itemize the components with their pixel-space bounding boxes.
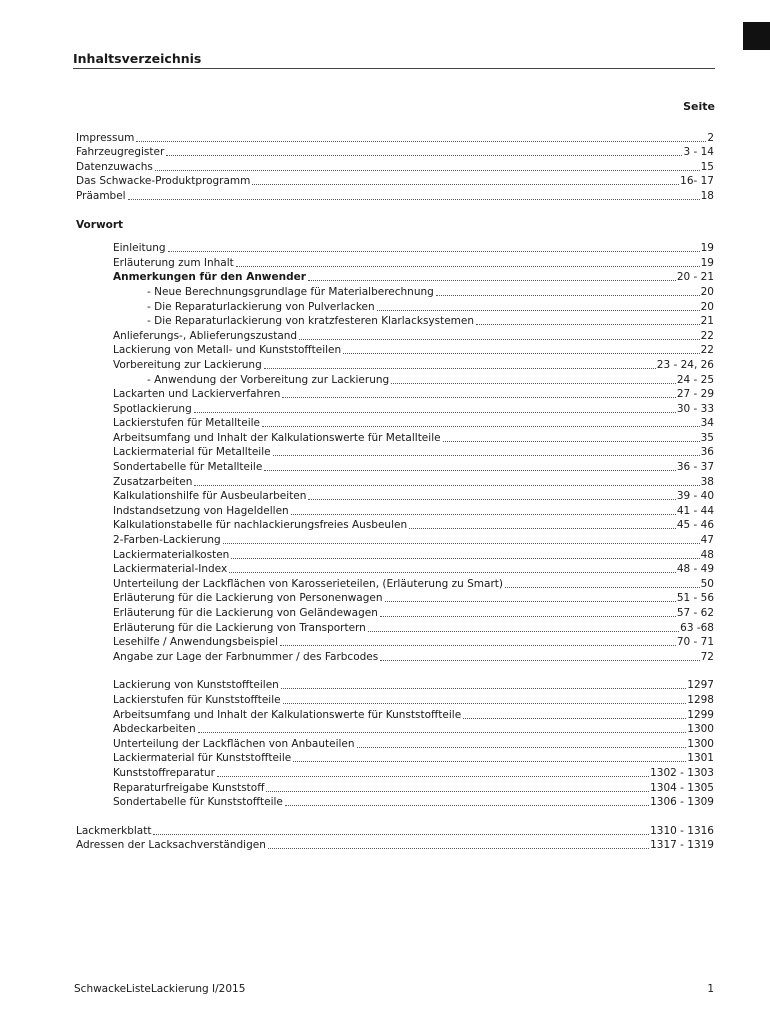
dot-leader xyxy=(155,169,700,171)
toc-entry[interactable] xyxy=(0,144,714,159)
toc-entry-page: 36 - 37 xyxy=(676,461,714,474)
toc-entry-label: Kunststoffreparatur xyxy=(113,766,215,779)
toc-entry[interactable] xyxy=(0,546,714,561)
dot-leader xyxy=(273,454,700,456)
toc-entry-page: 47 xyxy=(700,534,714,547)
dot-leader xyxy=(293,760,686,762)
toc-entry-page: 20 - 21 xyxy=(676,271,714,284)
toc-entry-label: Lackiermaterial für Metallteile xyxy=(113,446,271,459)
toc-entry-label: Fahrzeugregister xyxy=(76,146,165,159)
toc-entry[interactable] xyxy=(0,721,714,736)
dot-leader xyxy=(128,198,700,200)
dot-leader xyxy=(380,659,699,661)
toc-entry[interactable] xyxy=(0,691,714,706)
dot-leader xyxy=(136,140,706,142)
toc-entry[interactable] xyxy=(0,517,714,532)
toc-entry-label: - Anwendung der Vorbereitung zur Lackierung xyxy=(147,373,390,386)
toc-entry[interactable] xyxy=(0,429,714,444)
toc-entry-page: 1304 - 1305 xyxy=(650,781,714,794)
dot-leader xyxy=(368,630,679,632)
toc-entry-page: 2 xyxy=(707,131,714,144)
toc-entry-page: 22 xyxy=(700,329,714,342)
toc-entry-page: 1301 xyxy=(687,752,714,765)
toc-entry-label: Erläuterung für die Lackierung von Personenwagen xyxy=(113,592,383,605)
dot-leader xyxy=(168,250,700,252)
dot-leader xyxy=(194,484,699,486)
toc-entry[interactable] xyxy=(0,473,714,488)
toc-entry[interactable] xyxy=(0,458,714,473)
toc-entry-label: Sondertabelle für Metallteile xyxy=(113,461,263,474)
toc-entry-page: 3 - 14 xyxy=(683,146,714,159)
toc-entry[interactable] xyxy=(0,779,714,794)
toc-entry-page: 1297 xyxy=(687,679,714,692)
toc-entry[interactable] xyxy=(0,400,714,415)
toc-entry-page: 27 - 29 xyxy=(676,388,714,401)
dot-leader xyxy=(166,154,682,156)
toc-entry-label: Lackierung von Kunststoffteilen xyxy=(113,679,279,692)
dot-leader xyxy=(283,702,687,704)
toc-entry-label: Präambel xyxy=(76,189,126,202)
toc-entry-label: Anmerkungen für den Anwender xyxy=(113,271,306,284)
toc-entry-page: 45 - 46 xyxy=(676,519,714,532)
toc-entry-label: Lackiermaterial-Index xyxy=(113,563,228,576)
toc-entry-label: 2-Farben-Lackierung xyxy=(113,534,221,547)
toc-entry-page: 1298 xyxy=(687,693,714,706)
toc-entry-label: Lackmerkblatt xyxy=(76,824,152,837)
footer-page-number: 1 xyxy=(707,983,714,995)
toc-entry[interactable] xyxy=(0,794,714,809)
dot-leader xyxy=(285,804,649,806)
toc-entry[interactable] xyxy=(0,590,714,605)
toc-entry-page: 24 - 25 xyxy=(676,373,714,386)
toc-entry[interactable] xyxy=(0,837,714,852)
toc-entry-label: - Die Reparaturlackierung von kratzfesteren Klarlacksystemen xyxy=(147,315,475,328)
toc-entry-page: 22 xyxy=(700,344,714,357)
toc-entry[interactable] xyxy=(0,750,714,765)
dot-leader xyxy=(443,440,700,442)
toc-entry-label: Spotlackierung xyxy=(113,402,192,415)
toc-entry-page: 50 xyxy=(700,577,714,590)
toc-entry[interactable] xyxy=(0,173,714,188)
toc-entry-page: 39 - 40 xyxy=(676,490,714,503)
dot-leader xyxy=(308,279,676,281)
toc-entry-label: Lackarten und Lackierverfahren xyxy=(113,388,281,401)
toc-entry-label: Datenzuwachs xyxy=(76,160,153,173)
toc-entry-label: Lackiermaterialkosten xyxy=(113,548,230,561)
toc-entry-page: 20 xyxy=(700,300,714,313)
toc-entry[interactable] xyxy=(0,283,714,298)
dot-leader xyxy=(476,323,700,325)
toc-entry[interactable] xyxy=(0,158,714,173)
toc-entry-label: Impressum xyxy=(76,131,135,144)
dot-leader xyxy=(264,367,656,369)
toc-entry-page: 70 - 71 xyxy=(676,636,714,649)
dot-leader xyxy=(380,615,676,617)
toc-entry[interactable] xyxy=(0,531,714,546)
toc-entry-label: Indstandsetzung von Hageldellen xyxy=(113,504,289,517)
dot-leader xyxy=(391,382,676,384)
toc-entry-page: 1317 - 1319 xyxy=(650,839,714,852)
toc-entry[interactable] xyxy=(0,488,714,503)
toc-entry-label: Einleitung xyxy=(113,242,166,255)
dot-leader xyxy=(308,498,675,500)
toc-entry-page: 1310 - 1316 xyxy=(650,824,714,837)
toc-entry-page: 21 xyxy=(700,315,714,328)
dot-leader xyxy=(505,586,700,588)
dot-leader xyxy=(217,775,649,777)
toc-entry[interactable] xyxy=(0,604,714,619)
section-heading-vorwort: Vorwort xyxy=(76,218,124,231)
dot-leader xyxy=(223,542,700,544)
toc-entry[interactable] xyxy=(0,677,714,692)
toc-entry-label: Unterteilung der Lackflächen von Karosserieteilen, (Erläuterung zu Smart) xyxy=(113,577,503,590)
dot-leader xyxy=(299,338,700,340)
table-of-contents xyxy=(0,129,770,851)
toc-entry-label: - Die Reparaturlackierung von Pulverlacken xyxy=(147,300,375,313)
toc-entry-label: Das Schwacke-Produktprogramm xyxy=(76,175,251,188)
toc-entry-page: 18 xyxy=(700,189,714,202)
dot-leader xyxy=(194,411,676,413)
toc-entry-label: Adressen der Lacksachverständigen xyxy=(76,839,266,852)
toc-entry-label: Erläuterung für die Lackierung von Geländewagen xyxy=(113,607,378,619)
toc-entry[interactable] xyxy=(0,575,714,590)
toc-entry-label: Erläuterung zum Inhalt xyxy=(113,256,234,269)
toc-entry-label: Lackierung von Metall- und Kunststoffteilen xyxy=(113,344,342,357)
toc-entry-page: 63 -68 xyxy=(680,621,714,634)
toc-entry[interactable] xyxy=(0,706,714,721)
toc-entry-label: Abdeckarbeiten xyxy=(113,723,196,736)
toc-entry-page: 48 xyxy=(700,548,714,561)
toc-entry-page: 1299 xyxy=(687,708,714,721)
toc-entry-page: 41 - 44 xyxy=(676,504,714,517)
toc-entry[interactable] xyxy=(0,764,714,779)
dot-leader xyxy=(236,265,700,267)
toc-entry[interactable] xyxy=(0,371,714,386)
toc-entry-label: Reparaturfreigabe Kunststoff xyxy=(113,781,265,794)
toc-entry-label: Unterteilung der Lackflächen von Anbauteilen xyxy=(113,737,355,750)
toc-entry[interactable] xyxy=(0,269,714,284)
toc-entry-page: 38 xyxy=(700,475,714,488)
toc-entry-page: 1300 xyxy=(687,737,714,750)
dot-leader xyxy=(436,294,700,296)
toc-entry-label: Anlieferungs-, Ablieferungszustand xyxy=(113,329,298,342)
toc-entry-page: 1306 - 1309 xyxy=(650,796,714,809)
toc-entry-label: - Neue Berechnungsgrundlage für Materialberechnung xyxy=(147,285,434,298)
toc-entry-label: Angabe zur Lage der Farbnummer / des Farbcodes xyxy=(113,650,379,663)
toc-entry-label: Kalkulationstabelle für nachlackierungsfreies Ausbeulen xyxy=(113,519,408,532)
toc-entry-page: 20 xyxy=(700,285,714,298)
toc-entry[interactable] xyxy=(0,444,714,459)
dot-leader xyxy=(385,600,676,602)
toc-entry-page: 72 xyxy=(700,650,714,663)
dot-leader xyxy=(229,571,676,573)
dot-leader xyxy=(463,717,686,719)
dot-leader xyxy=(266,790,649,792)
toc-entry[interactable] xyxy=(0,356,714,371)
dot-leader xyxy=(280,644,676,646)
dot-leader xyxy=(231,557,699,559)
toc-entry[interactable] xyxy=(0,187,714,202)
toc-entry[interactable] xyxy=(0,240,714,255)
dot-leader xyxy=(252,183,679,185)
toc-entry-page: 30 - 33 xyxy=(676,402,714,415)
page-title: Inhaltsverzeichnis xyxy=(73,51,715,69)
dot-leader xyxy=(409,527,676,529)
toc-entry[interactable] xyxy=(0,415,714,430)
toc-entry-label: Erläuterung für die Lackierung von Transportern xyxy=(113,621,366,634)
toc-entry-label: Arbeitsumfang und Inhalt der Kalkulationswerte für Metallteile xyxy=(113,431,441,444)
dot-leader xyxy=(262,425,700,427)
toc-entry[interactable] xyxy=(0,502,714,517)
toc-entry-label: Lackierstufen für Metallteile xyxy=(113,417,261,430)
toc-entry-page: 48 - 49 xyxy=(676,563,714,576)
toc-entry[interactable] xyxy=(0,327,714,342)
dot-leader xyxy=(357,746,687,748)
toc-entry-page: 34 xyxy=(700,417,714,430)
toc-entry-label: Vorbereitung zur Lackierung xyxy=(113,358,262,371)
toc-entry[interactable] xyxy=(0,735,714,750)
toc-entry-page: 51 - 56 xyxy=(676,592,714,605)
toc-entry-page: 15 xyxy=(700,160,714,173)
dot-leader xyxy=(198,731,687,733)
toc-entry-label: Lesehilfe / Anwendungsbeispiel xyxy=(113,636,279,649)
toc-entry-label: Lackiermaterial für Kunststoffteile xyxy=(113,752,292,765)
toc-entry[interactable] xyxy=(0,619,714,634)
toc-entry-page: 19 xyxy=(700,256,714,269)
toc-entry-page: 19 xyxy=(700,242,714,255)
toc-entry-label: Sondertabelle für Kunststoffteile xyxy=(113,796,283,809)
toc-entry-label: Lackierstufen für Kunststoffteile xyxy=(113,693,281,706)
footer-publication: SchwackeListeLackierung I/2015 xyxy=(74,983,246,995)
dot-leader xyxy=(268,847,649,849)
toc-entry-label: Arbeitsumfang und Inhalt der Kalkulationswerte für Kunststoffteile xyxy=(113,708,462,721)
section-spacer xyxy=(0,202,770,216)
toc-entry[interactable] xyxy=(0,254,714,269)
toc-entry[interactable] xyxy=(0,648,714,663)
toc-entry-label: Kalkulationshilfe für Ausbeularbeiten xyxy=(113,490,307,503)
toc-entry[interactable] xyxy=(0,386,714,401)
toc-entry-page: 1302 - 1303 xyxy=(650,766,714,779)
dot-leader xyxy=(282,396,675,398)
toc-entry-page: 57 - 62 xyxy=(676,607,714,619)
toc-entry[interactable] xyxy=(0,129,714,144)
dot-leader xyxy=(377,309,700,311)
toc-entry[interactable] xyxy=(0,634,714,649)
section-tab-marker xyxy=(743,22,770,50)
section-spacer xyxy=(0,663,770,677)
toc-entry[interactable] xyxy=(0,822,714,837)
toc-entry[interactable] xyxy=(0,313,714,328)
toc-entry-page: 1300 xyxy=(687,723,714,736)
dot-leader xyxy=(291,513,676,515)
page-column-header: Seite xyxy=(683,100,715,113)
toc-entry-page: 16- 17 xyxy=(680,175,714,188)
dot-leader xyxy=(264,469,676,471)
dot-leader xyxy=(343,352,699,354)
section-spacer xyxy=(0,808,770,822)
dot-leader xyxy=(281,687,686,689)
section-spacer xyxy=(0,231,770,240)
toc-entry-page: 36 xyxy=(700,446,714,459)
toc-entry-label: Zusatzarbeiten xyxy=(113,475,193,488)
toc-entry-page: 23 - 24, 26 xyxy=(656,358,714,371)
toc-entry[interactable] xyxy=(0,298,714,313)
dot-leader xyxy=(153,833,649,835)
toc-entry-page: 35 xyxy=(700,431,714,444)
toc-entry[interactable] xyxy=(0,561,714,576)
toc-entry[interactable] xyxy=(0,342,714,357)
